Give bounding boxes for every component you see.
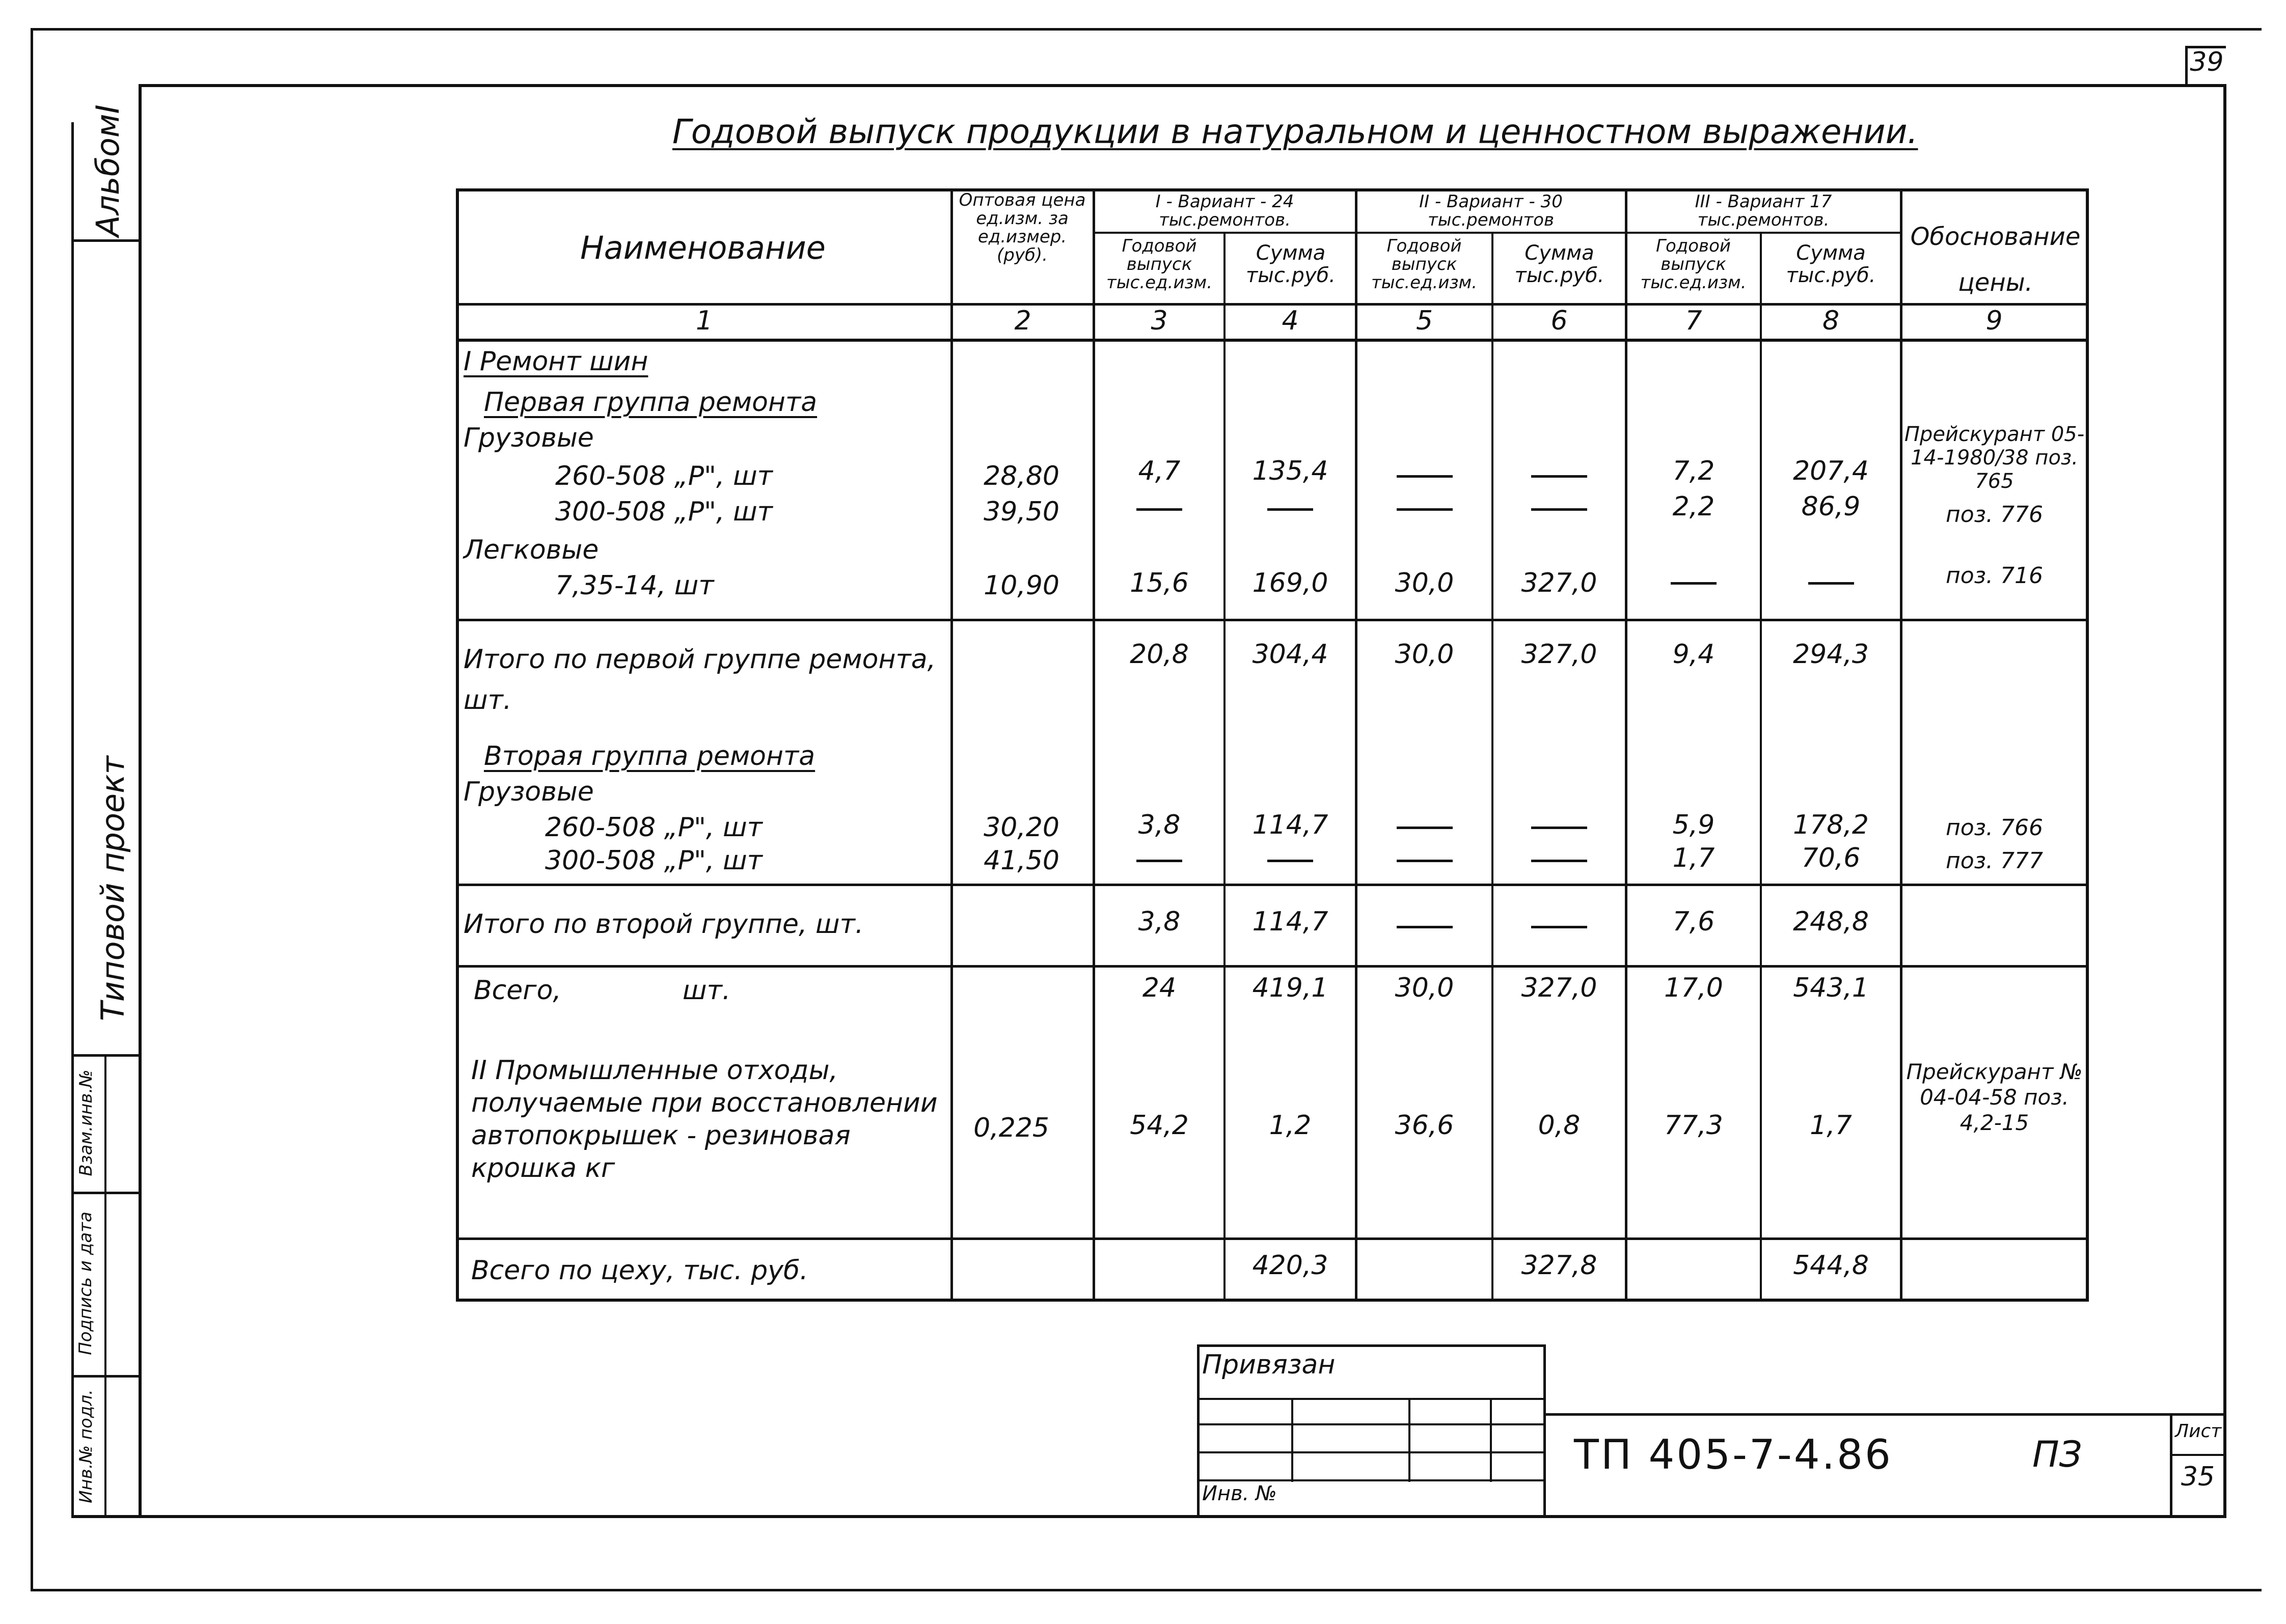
total1-c7: 9,4 [1672, 639, 1715, 670]
table-border-left [456, 188, 459, 1301]
header-name: Наименование [580, 229, 826, 266]
row-300-c3 [1095, 504, 1223, 514]
row2-300-c5 [1357, 856, 1491, 865]
privyazan-box-right [1543, 1344, 1546, 1518]
row2-300-c6 [1493, 856, 1625, 865]
table-border-right [2086, 188, 2089, 1301]
total2-c4: 114,7 [1252, 906, 1328, 937]
privyazan-row-2 [1197, 1423, 1546, 1425]
album-label: АльбомI [89, 104, 126, 237]
col-line-9 [1900, 188, 1902, 1301]
header-sum-2: Сумма тыс.руб. [1514, 241, 1604, 287]
col-line-4 [1223, 232, 1226, 1301]
row-735-c8 [1762, 578, 1900, 588]
row-300-c5 [1357, 504, 1491, 514]
page-title: Годовой выпуск продукции в натуральном и ценностном выражении. [672, 112, 1918, 151]
stamp-strip-divider [104, 1054, 106, 1518]
project-label: Типовой проект [94, 756, 131, 1021]
header-variant2: II - Вариант - 30 тыс.ремонтов [1419, 191, 1563, 230]
row-260-c6 [1493, 471, 1625, 481]
section2-name: II Промышленные отходы, получаемые при восстановлении автопокрышек - резиновая крошка кг [471, 1055, 938, 1183]
inv-label: Инв. № [1202, 1482, 1277, 1505]
colnum-4: 4 [1282, 306, 1299, 336]
colnum-2: 2 [1014, 306, 1031, 336]
row-sep-2 [456, 884, 2089, 886]
total1-c5: 30,0 [1395, 639, 1454, 670]
row-735-c7 [1627, 578, 1760, 588]
row-260-c5 [1357, 471, 1491, 481]
row-735-name: 7,35-14, шт [555, 570, 714, 601]
total2-name: Итого по второй группе, шт. [464, 909, 864, 940]
header-subline-v2 [1356, 232, 1626, 234]
colnum-1: 1 [695, 306, 713, 336]
list-number: 35 [2181, 1462, 2215, 1492]
privyazan-col-1 [1291, 1398, 1293, 1482]
row-735-c6: 327,0 [1521, 568, 1597, 598]
row-260-c3: 4,7 [1138, 456, 1181, 486]
label-gruzovye-2: Грузовые [464, 777, 594, 807]
row2-260-basis: поз. 766 [1945, 815, 2044, 841]
grand-total-c4: 420,3 [1252, 1250, 1328, 1281]
total2-c6 [1493, 922, 1625, 931]
header-output-1: Годовой выпуск тыс.ед.изм. [1106, 236, 1213, 293]
section2-basis: Прейскурант № 04-04-58 поз. 4,2-15 [1906, 1059, 2083, 1135]
row-300-basis: поз. 776 [1945, 502, 2044, 528]
section2-c5: 36,6 [1395, 1110, 1454, 1141]
project-code: ТП 405-7-4.86 [1574, 1431, 1893, 1478]
colnum-8: 8 [1822, 306, 1840, 336]
row-260-basis: Прейскурант 05-14-1980/38 поз. 765 [1904, 423, 2085, 493]
total1-c6: 327,0 [1521, 639, 1597, 670]
vsego-c6: 327,0 [1521, 973, 1597, 1003]
privyazan-box-left [1197, 1344, 1200, 1518]
left-strip-border [71, 122, 74, 1518]
row2-300-c3 [1095, 856, 1223, 865]
privyazan-col-2 [1408, 1398, 1410, 1482]
section1-title: I Ремонт шин [464, 346, 648, 377]
table-border-bottom [456, 1299, 2089, 1302]
total2-c5 [1357, 922, 1491, 931]
row-300-price: 39,50 [984, 497, 1059, 527]
inner-frame-bottom [71, 1515, 2226, 1518]
privyazan-col-3 [1490, 1398, 1492, 1482]
row-300-c4 [1226, 504, 1355, 514]
list-box-mid [2170, 1454, 2226, 1456]
group2-title: Вторая группа ремонта [484, 741, 815, 772]
row-300-name: 300-508 „P", шт [555, 497, 773, 527]
colnum-6: 6 [1550, 306, 1568, 336]
section2-c3: 54,2 [1130, 1110, 1189, 1141]
row2-260-c8: 178,2 [1793, 810, 1869, 840]
colnum-bottom-line [456, 339, 2089, 342]
inner-frame-right [2223, 84, 2226, 1518]
row-300-c8: 86,9 [1801, 491, 1861, 522]
header-output-3: Годовой выпуск тыс.ед.изм. [1640, 236, 1747, 293]
header-price: Оптовая цена ед.изм. за ед.измер. (руб). [959, 190, 1086, 265]
vsego-name: Всего, [474, 975, 561, 1006]
privyazan-label: Привязан [1202, 1350, 1336, 1380]
sheet-number-top: 39 [2190, 47, 2224, 77]
row2-300-c7: 1,7 [1672, 843, 1715, 873]
total2-c3: 3,8 [1138, 906, 1181, 937]
row2-300-c4 [1226, 856, 1355, 865]
inner-frame-top [140, 84, 2226, 87]
label-legkovye: Легковые [464, 535, 599, 565]
outer-frame-top [31, 28, 2262, 31]
header-subline-v1 [1094, 232, 1356, 234]
header-subline-v3 [1626, 232, 1901, 234]
row-sep-4 [456, 1237, 2089, 1240]
row2-260-c3: 3,8 [1138, 810, 1181, 840]
col-line-8 [1760, 232, 1762, 1301]
privyazan-box-top [1197, 1344, 1546, 1347]
stamp-label-vzam: Взам.инв.№ [76, 1069, 96, 1176]
grand-total-name: Всего по цеху, тыс. руб. [471, 1255, 808, 1286]
row-260-c7: 7,2 [1672, 456, 1715, 486]
group1-title: Первая группа ремонта [484, 387, 818, 418]
list-label: Лист [2175, 1421, 2222, 1442]
row-260-c8: 207,4 [1793, 456, 1869, 486]
row-300-c7: 2,2 [1672, 491, 1715, 522]
vsego-c7: 17,0 [1664, 973, 1723, 1003]
grand-total-c6: 327,8 [1521, 1250, 1597, 1281]
vsego-c4: 419,1 [1252, 973, 1328, 1003]
row2-260-price: 30,20 [984, 812, 1059, 843]
vsego-unit: шт. [683, 975, 731, 1006]
total1-c4: 304,4 [1252, 639, 1328, 670]
colnum-7: 7 [1685, 306, 1702, 336]
col-line-2 [950, 188, 953, 1301]
vsego-c5: 30,0 [1395, 973, 1454, 1003]
total1-c8: 294,3 [1793, 639, 1869, 670]
row-260-c4: 135,4 [1252, 456, 1328, 486]
row-sep-1 [456, 619, 2089, 621]
stamp-label-inv: Инв.№ подл. [76, 1389, 96, 1503]
colnum-9: 9 [1985, 306, 2003, 336]
row2-260-c5 [1357, 822, 1491, 832]
row-735-c5: 30,0 [1395, 568, 1454, 598]
outer-frame-bottom [31, 1589, 2262, 1591]
privyazan-row-3 [1197, 1451, 1546, 1453]
row2-260-name: 260-508 „P", шт [545, 812, 763, 843]
row-735-c3: 15,6 [1130, 568, 1189, 598]
row2-260-c4: 114,7 [1252, 810, 1328, 840]
code-box-top [1546, 1413, 2226, 1416]
album-box-bottom [71, 239, 140, 242]
section2-c7: 77,3 [1664, 1110, 1723, 1141]
row2-300-name: 300-508 „P", шт [545, 845, 763, 876]
row-260-name: 260-508 „P", шт [555, 461, 773, 491]
row2-300-price: 41,50 [984, 845, 1059, 876]
row-300-c6 [1493, 504, 1625, 514]
section2-c6: 0,8 [1538, 1110, 1581, 1141]
header-sum-1: Сумма тыс.руб. [1245, 241, 1336, 287]
section2-c8: 1,7 [1810, 1110, 1852, 1141]
stamp-label-sign: Подпись и дата [75, 1212, 96, 1355]
colnum-3: 3 [1151, 306, 1168, 336]
inner-frame-left [139, 84, 142, 1518]
vsego-c8: 543,1 [1793, 973, 1869, 1003]
vsego-c3: 24 [1142, 973, 1177, 1003]
total2-c8: 248,8 [1793, 906, 1869, 937]
doc-code: ПЗ [2032, 1434, 2082, 1475]
section2-price: 0,225 [973, 1113, 1049, 1143]
row2-300-basis: поз. 777 [1945, 848, 2044, 874]
row-735-basis: поз. 716 [1945, 563, 2044, 589]
total1-name: Итого по первой группе ремонта, шт. [464, 644, 936, 715]
header-variant3: III - Вариант 17 тыс.ремонтов. [1695, 191, 1832, 230]
header-output-2: Годовой выпуск тыс.ед.изм. [1371, 236, 1478, 293]
outer-frame-left [31, 28, 33, 1591]
row2-260-c7: 5,9 [1672, 810, 1715, 840]
row-sep-3 [456, 965, 2089, 968]
label-gruzovye-1: Грузовые [464, 423, 594, 453]
row-260-price: 28,80 [984, 461, 1059, 491]
total2-c7: 7,6 [1672, 906, 1715, 937]
col-line-6 [1491, 232, 1493, 1301]
header-basis: Обоснование цены. [1910, 223, 2081, 297]
total1-c3: 20,8 [1130, 639, 1189, 670]
row2-300-c8: 70,6 [1801, 843, 1861, 873]
colnum-5: 5 [1416, 306, 1433, 336]
header-variant1: I - Вариант - 24 тыс.ремонтов. [1155, 191, 1294, 230]
grand-total-c8: 544,8 [1793, 1250, 1869, 1281]
header-sum-3: Сумма тыс.руб. [1786, 241, 1876, 287]
section2-c4: 1,2 [1269, 1110, 1312, 1141]
privyazan-row-1 [1197, 1398, 1546, 1400]
privyazan-row-4 [1197, 1479, 1546, 1481]
row2-260-c6 [1493, 822, 1625, 832]
row-735-c4: 169,0 [1252, 568, 1328, 598]
row-735-price: 10,90 [984, 570, 1059, 601]
